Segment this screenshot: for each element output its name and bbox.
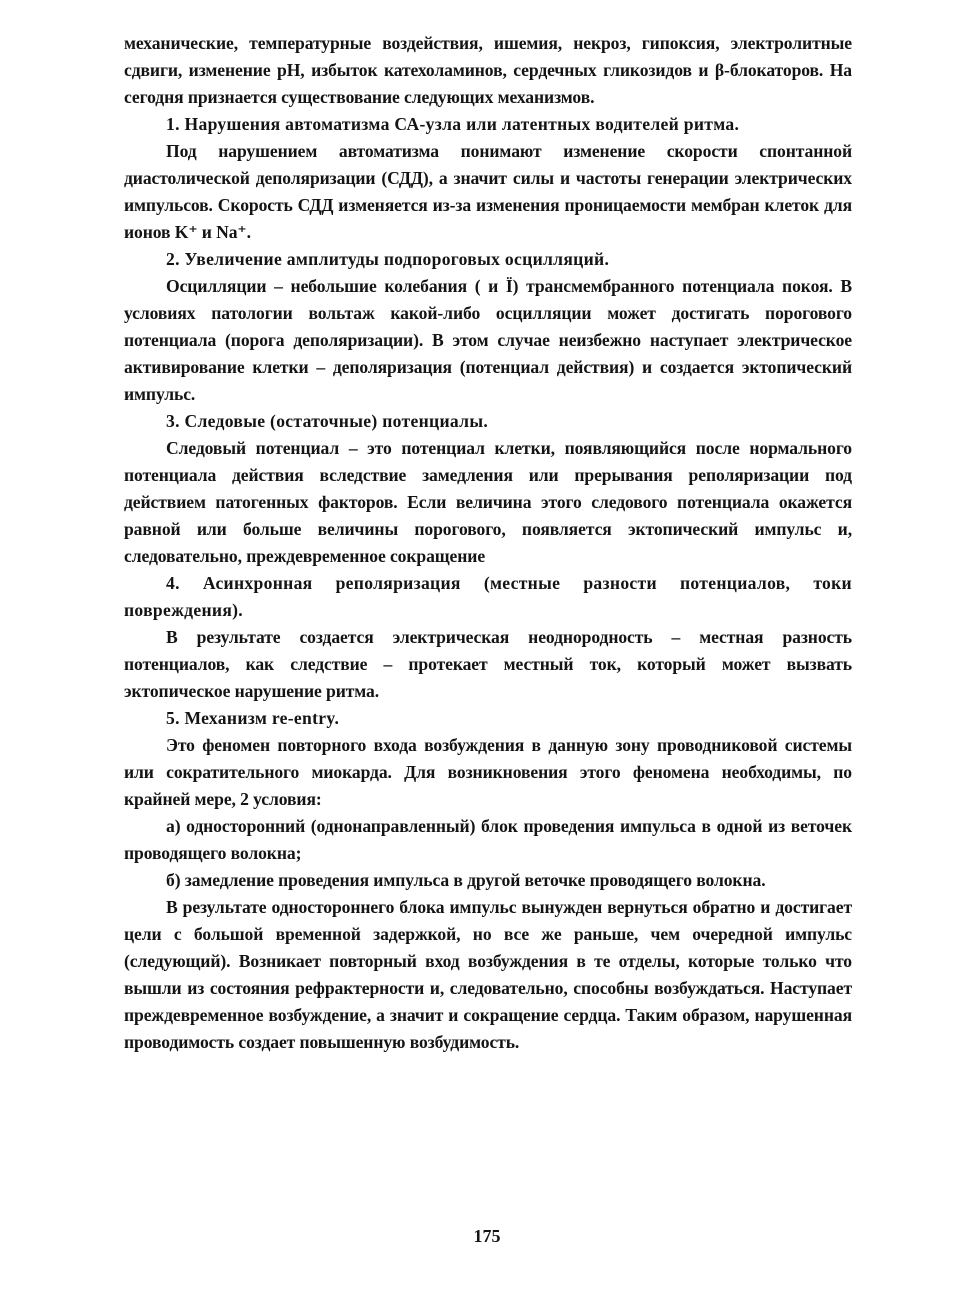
paragraph-condition-a: а) односторонний (однонаправленный) блок проведения импульса в одной из веточек проводящего волокна; [124, 816, 852, 863]
paragraph-oscillations: Осцилляции – небольшие колебания ( и Ї) трансмембранного потенциала покоя. В условиях патологии вольтаж какой-либо осцилляции может достигать порогового потенциала (порога деполяризации). В этом случае неизбежно наступает электрическое активирование клетки – деполяризация (потенциал действия) и создается эктопический импульс. [124, 276, 852, 404]
paragraph-reentry-result: В результате одностороннего блока импульс вынужден вернуться обратно и достигает цели с большой временной задержкой, но все же раньше, чем очередной импульс (следующий). Возникает повторный вход возбуждения в те отделы, которые только что вышли из состояния рефрактерности и, следовательно, способны возбуждаться. Наступает преждевременное возбуждение, а значит и сокращение сердца. Таким образом, нарушенная проводимость создает повышенную возбудимость. [124, 897, 852, 1052]
paragraph-trace-potentials: Следовый потенциал – это потенциал клетки, появляющийся после нормального потенциала действия вследствие замедления или прерывания реполяризации под действием патогенных факторов. Если величина этого следового потенциала окажется равной или больше величины порогового, появляется эктопический импульс и, следовательно, преждевременное сокращение [124, 438, 852, 566]
paragraph-intro-continuation: механические, температурные воздействия, ишемия, некроз, гипоксия, электролитные сдвиги, изменение pH, избыток катехоламинов, сердечных гликозидов и β-блокаторов. На сегодня признается существование следующих механизмов. [124, 33, 852, 107]
heading-async-repolarization: 4. Асинхронная реполяризация (местные разности потенциалов, токи повреждения). [124, 573, 852, 620]
page-body [124, 30, 852, 1056]
heading-trace-potentials: 3. Следовые (остаточные) потенциалы. [166, 411, 489, 431]
paragraph-async-repolarization: В результате создается электрическая неоднородность – местная разность потенциалов, как следствие – протекает местный ток, который может вызвать эктопическое нарушение ритма. [124, 627, 852, 701]
page-number: 175 [473, 1226, 501, 1246]
heading-oscillations: 2. Увеличение амплитуды подпороговых осцилляций. [166, 249, 610, 269]
heading-reentry: 5. Механизм re-entry. [166, 708, 340, 728]
paragraph-condition-b: б) замедление проведения импульса в другой веточке проводящего волокна. [166, 870, 766, 890]
heading-automatism: 1. Нарушения автоматизма СА-узла или латентных водителей ритма. [166, 114, 740, 134]
paragraph-reentry-definition: Это феномен повторного входа возбуждения в данную зону проводниковой системы или сократительного миокарда. Для возникновения этого феномена необходимы, по крайней мере, 2 условия: [124, 735, 852, 809]
paragraph-automatism: Под нарушением автоматизма понимают изменение скорости спонтанной диастолической деполяризации (СДД), а значит силы и частоты генерации электрических импульсов. Скорость СДД изменяется из-за изменения проницаемости мембран клеток для ионов K⁺ и Na⁺. [124, 141, 852, 242]
